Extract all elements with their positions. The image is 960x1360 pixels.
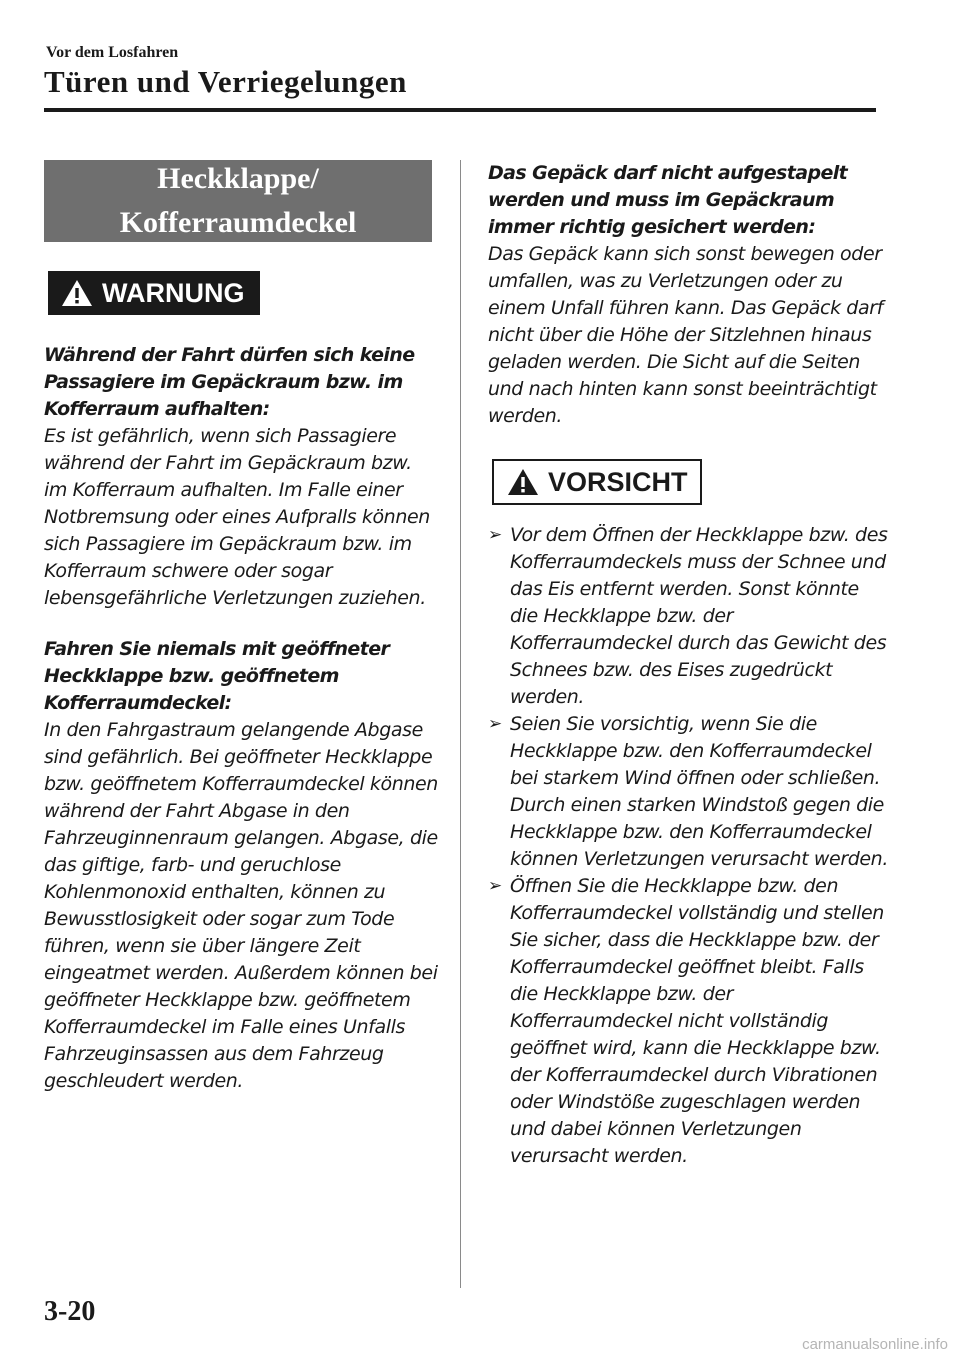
section-title-box [44, 160, 432, 242]
warning-paragraph-2 [44, 636, 439, 1095]
warning-paragraph-1-lead: Während der Fahrt dürfen sich keine Passagiere im Gepäckraum bzw. im Kofferraum aufhalten: [44, 344, 415, 420]
caution-item-text: Vor dem Öffnen der Heckklappe bzw. des Kofferraumdeckels muss der Schnee und das Eis entfernt werden. Sonst könnte die Heckklappe bzw. der Kofferraumdeckel durch das Gewicht des Schnees bzw. des Eises zugedrückt werden. [510, 524, 888, 708]
warning-label: WARNUNG [102, 277, 245, 308]
warning-triangle-icon [506, 467, 540, 497]
arrow-bullet-icon: ➢ [488, 714, 502, 734]
warning-paragraph-1-body: Es ist gefährlich, wenn sich Passagiere während der Fahrt im Gepäckraum bzw. im Kofferraum aufhalten. Im Falle einer Notbremsung oder eines Aufpralls können sich Passagiere im Gepäckraum bzw. im Kofferraum schwere oder sogar lebensgefährliche Verletzungen zuziehen. [44, 425, 430, 609]
warning-paragraph-3-lead: Das Gepäck darf nicht aufgestapelt werden und muss im Gepäckraum immer richtig gesichert werden: [488, 162, 848, 238]
chapter-label: Vor dem Losfahren [46, 44, 179, 61]
warning-badge [48, 271, 260, 315]
warning-paragraph-3 [488, 160, 888, 430]
page-number: 3-20 [44, 1296, 96, 1327]
warning-paragraph-2-body: In den Fahrgastraum gelangende Abgase sind gefährlich. Bei geöffneter Heckklappe bzw. geöffnetem Kofferraumdeckel können während der Fahrt Abgase in den Fahrzeuginnenraum gelangen. Abgase, die das giftige, farb- und geruchlose Kohlenmonoxid enthalten, können zu Bewusstlosigkeit oder sogar zum Tode führen, wenn sie über längere Zeit eingeatmet werden. Außerdem können bei geöffneter Heckklappe bzw. geöffnetem Kofferraumdeckel im Falle eines Unfalls Fahrzeuginsassen aus dem Fahrzeug geschleudert werden. [44, 719, 438, 1092]
section-title-line1: Heckklappe/ [157, 162, 319, 195]
section-title-line2: Kofferraumdeckel [119, 206, 357, 239]
caution-label: VORSICHT [548, 466, 688, 497]
header-rule [44, 108, 876, 112]
caution-item [488, 522, 888, 711]
warning-paragraph-3-body: Das Gepäck kann sich sonst bewegen oder umfallen, was zu Verletzungen oder zu einem Unfall führen kann. Das Gepäck darf nicht über die Höhe der Sitzlehnen hinaus geladen werden. Die Sicht auf die Seiten und nach hinten kann sonst beeinträchtigt werden. [488, 243, 883, 427]
arrow-bullet-icon: ➢ [488, 876, 502, 896]
page-title: Türen und Verriegelungen [44, 64, 407, 99]
arrow-bullet-icon: ➢ [488, 525, 502, 545]
caution-item [488, 873, 888, 1170]
caution-badge [492, 459, 702, 505]
caution-item [488, 711, 888, 873]
caution-list [488, 522, 888, 1170]
warning-paragraph-1 [44, 342, 439, 612]
caution-item-text: Seien Sie vorsichtig, wenn Sie die Heckklappe bzw. den Kofferraumdeckel bei starkem Wind öffnen oder schließen. Durch einen starken Windstoß gegen die Heckklappe bzw. den Kofferraumdeckel können Verletzungen verursacht werden. [510, 713, 888, 870]
watermark: carmanualsonline.info [802, 1336, 948, 1353]
column-divider [460, 160, 461, 1288]
warning-triangle-icon [60, 278, 94, 308]
caution-item-text: Öffnen Sie die Heckklappe bzw. den Kofferraumdeckel vollständig und stellen Sie sicher, dass die Heckklappe bzw. der Kofferraumdeckel geöffnet bleibt. Falls die Heckklappe bzw. der Kofferraumdeckel nicht vollständig geöffnet wird, kann die Heckklappe bzw. der Kofferraumdeckel durch Vibrationen oder Windstöße zugeschlagen werden und dabei können Verletzungen verursacht werden. [510, 875, 884, 1167]
warning-paragraph-2-lead: Fahren Sie niemals mit geöffneter Heckklappe bzw. geöffnetem Kofferraumdeckel: [44, 638, 390, 714]
